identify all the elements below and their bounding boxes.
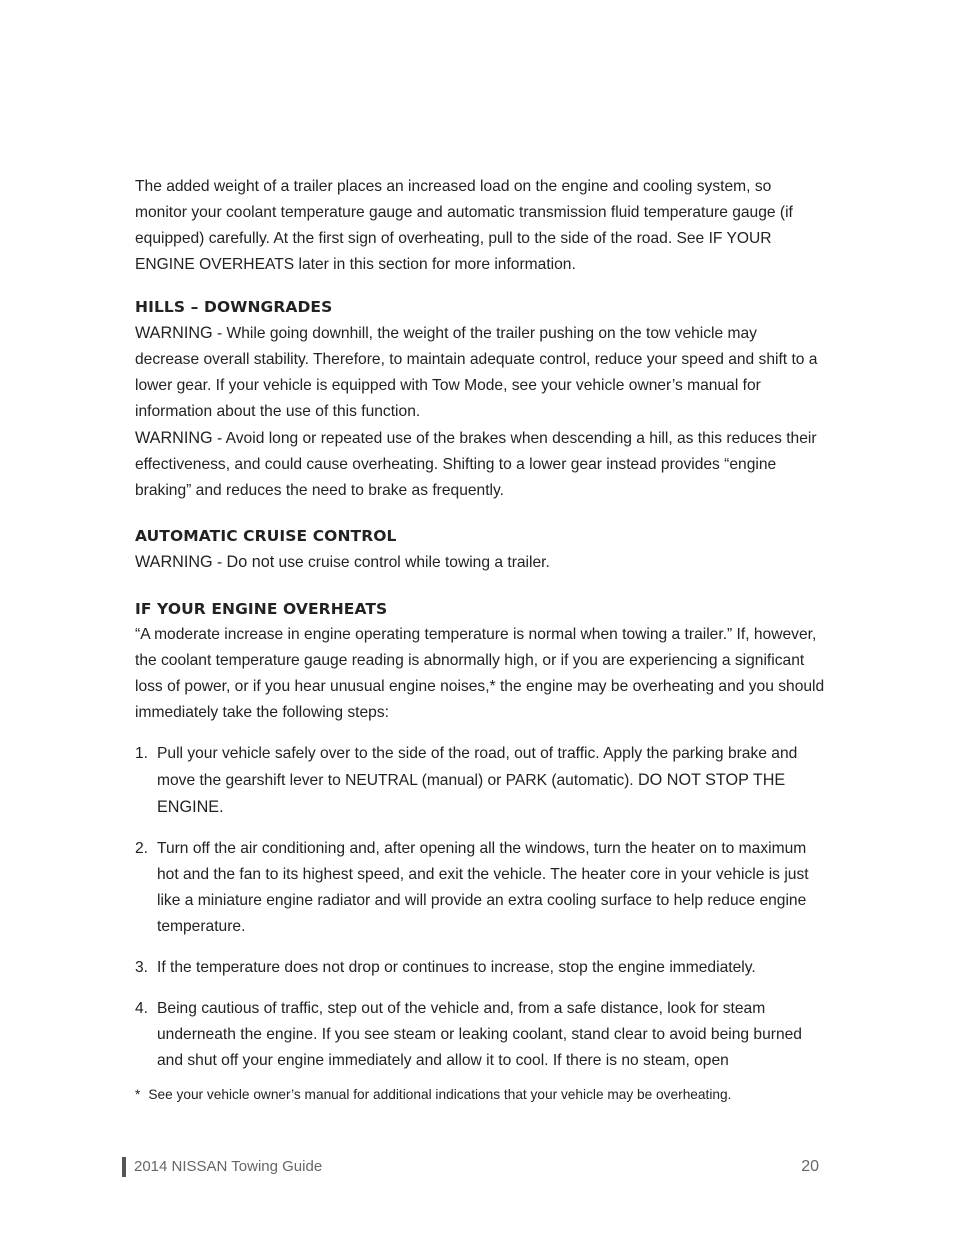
footnote-text: See your vehicle owner’s manual for additional indications that your vehicle may be overheating. — [148, 1087, 732, 1102]
warning-label: WARNING — [135, 324, 213, 342]
section-heading: HILLS – DOWNGRADES — [135, 298, 333, 316]
section-automatic-cruise-control — [135, 523, 825, 576]
list-item — [135, 836, 825, 940]
list-item — [135, 955, 825, 981]
footnote — [135, 1084, 731, 1106]
step-text: Being cautious of traffic, step out of the vehicle and, from a safe distance, look for steam underneath the engine. If you see steam or leaking coolant, stand clear to avoid being burned and shut off your engine immediately and allow it to cool. If there is no steam, open — [157, 1000, 802, 1069]
page-footer — [122, 1156, 822, 1178]
warning-label: WARNING — [135, 553, 213, 571]
footer-bar — [122, 1157, 126, 1177]
footer-title: 2014 NISSAN Towing Guide — [134, 1158, 323, 1175]
step-number: 3. — [135, 959, 149, 976]
intro-paragraph: The added weight of a trailer places an increased load on the engine and cooling system, so monitor your coolant temperature gauge and automatic transmission fluid temperature gauge (if equipped) carefully. At the first sign of overheating, pull to the side of the road. See IF YOUR ENGINE OVERHEATS later in this section for more information. — [135, 178, 793, 273]
warning-label: WARNING — [135, 429, 213, 447]
list-item — [135, 996, 825, 1074]
warning-separator: - — [212, 554, 227, 571]
warning-text: use cruise control while towing a trailer. — [274, 554, 550, 571]
footnote-marker: * — [135, 1087, 141, 1102]
step-text: Turn off the air conditioning and, after opening all the windows, turn the heater on to maximum hot and the fan to its highest speed, and exit the vehicle. The heater core in your vehicle is just like a miniature engine radiator and will provide an extra cooling surface to help reduce engine temperature. — [157, 840, 809, 935]
page-number: 20 — [801, 1158, 819, 1175]
section-engine-overheats — [135, 596, 825, 1074]
page-body — [135, 174, 825, 1089]
list-item — [135, 741, 825, 821]
warning-paragraph — [135, 549, 825, 576]
section-hills-downgrades — [135, 294, 825, 504]
step-number: 2. — [135, 840, 149, 857]
step-number: 1. — [135, 745, 149, 762]
warning-emphasis: Do not — [226, 553, 275, 571]
warning-text: - While going downhill, the weight of the trailer pushing on the tow vehicle may decrease overall stability. Therefore, to maintain adequate control, reduce your speed and shift to a lower gear. If your vehicle is equipped with Tow Mode, see your vehicle owner’s manual for information about the use of this function. — [135, 325, 818, 420]
warning-paragraph — [135, 425, 825, 504]
section-heading: AUTOMATIC CRUISE CONTROL — [135, 527, 397, 545]
section-heading: IF YOUR ENGINE OVERHEATS — [135, 600, 388, 618]
overheat-paragraph: “A moderate increase in engine operating temperature is normal when towing a trailer.” If, however, the coolant temperature gauge reading is abnormally high, or if you are experiencing a significant loss of power, or if you hear unusual engine noises,* the engine may be overheating and you should immediately take the following steps: — [135, 626, 825, 721]
step-text: Pull your vehicle safely over to the side of the road, out of traffic. Apply the parking brake and move the gearshift lever to NEUTRAL (manual) or PARK (automatic). — [157, 745, 798, 789]
warning-text: - Avoid long or repeated use of the brakes when descending a hill, as this reduces their effectiveness, and could cause overheating. Shifting to a lower gear instead provides “engine braking” and reduces the need to brake as frequently. — [135, 430, 817, 499]
steps-list — [135, 741, 825, 1074]
step-emphasis: DO NOT STOP THE ENGINE. — [157, 771, 786, 816]
step-number: 4. — [135, 1000, 149, 1017]
step-text: If the temperature does not drop or continues to increase, stop the engine immediately. — [157, 959, 756, 976]
warning-paragraph — [135, 320, 825, 425]
